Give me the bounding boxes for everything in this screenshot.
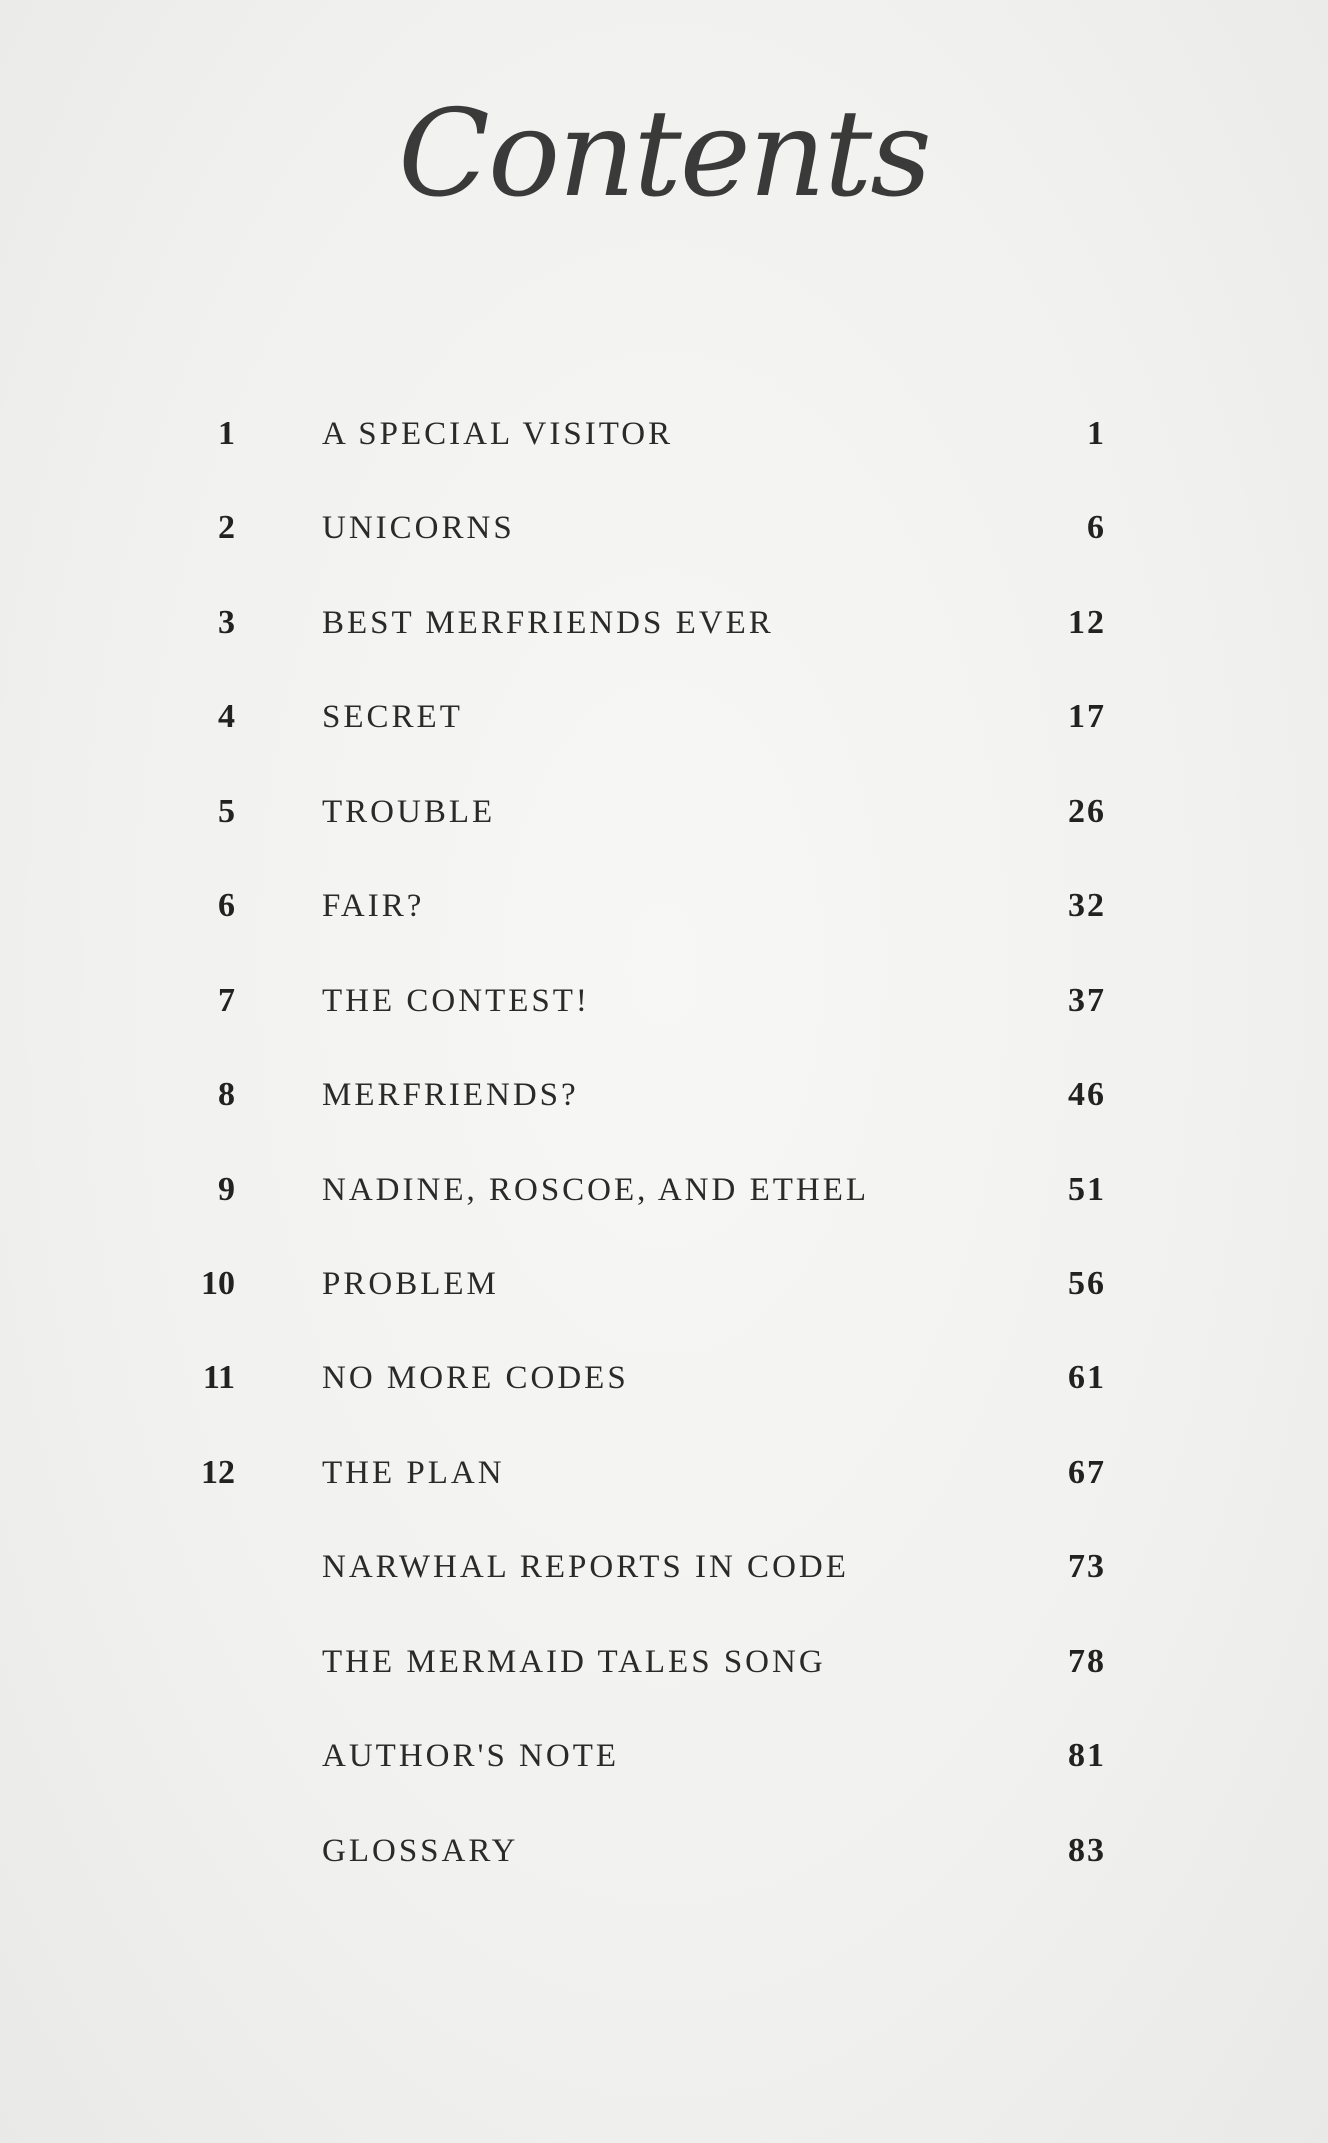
toc-entry[interactable] — [0, 1726, 1328, 1786]
chapter-number: 10 — [201, 1265, 235, 1302]
chapter-number: 9 — [218, 1171, 235, 1208]
chapter-title: THE MERMAID TALES SONG — [322, 1644, 826, 1680]
page-number: 17 — [1068, 698, 1106, 735]
chapter-number: 7 — [218, 982, 235, 1019]
toc-entry[interactable] — [0, 687, 1328, 747]
chapter-title: THE CONTEST! — [322, 983, 590, 1019]
toc-entry[interactable] — [0, 1348, 1328, 1408]
chapter-number: 12 — [201, 1454, 235, 1491]
chapter-title: UNICORNS — [322, 510, 515, 546]
page-number: 37 — [1068, 982, 1106, 1019]
chapter-number: 11 — [202, 1359, 235, 1396]
chapter-title: AUTHOR'S NOTE — [322, 1738, 620, 1774]
page-number: 26 — [1068, 793, 1106, 830]
page-number: 56 — [1068, 1265, 1106, 1302]
chapter-number: 1 — [218, 415, 235, 452]
toc-entry[interactable] — [0, 1065, 1328, 1125]
chapter-title: NARWHAL REPORTS IN CODE — [322, 1549, 849, 1585]
chapter-title: THE PLAN — [322, 1455, 505, 1491]
page-number: 46 — [1068, 1076, 1106, 1113]
page-number: 6 — [1087, 509, 1106, 546]
chapter-number: 4 — [218, 698, 235, 735]
toc-entry[interactable] — [0, 1821, 1328, 1881]
toc-entry[interactable] — [0, 404, 1328, 464]
chapter-title: PROBLEM — [322, 1266, 499, 1302]
page-number: 83 — [1068, 1832, 1106, 1869]
page-number: 61 — [1068, 1359, 1106, 1396]
toc-entry[interactable] — [0, 1160, 1328, 1220]
chapter-title: GLOSSARY — [322, 1833, 519, 1869]
toc-entry[interactable] — [0, 498, 1328, 558]
toc-entry[interactable] — [0, 1254, 1328, 1314]
chapter-title: MERFRIENDS? — [322, 1077, 579, 1113]
page-number: 32 — [1068, 887, 1106, 924]
chapter-title: A SPECIAL VISITOR — [322, 416, 674, 452]
toc-entry[interactable] — [0, 782, 1328, 842]
toc-entry[interactable] — [0, 876, 1328, 936]
chapter-title: BEST MERFRIENDS EVER — [322, 605, 774, 641]
toc-entry[interactable] — [0, 1632, 1328, 1692]
chapter-number: 6 — [218, 887, 235, 924]
chapter-title: NO MORE CODES — [322, 1360, 629, 1396]
chapter-number: 3 — [218, 604, 235, 641]
chapter-number: 5 — [218, 793, 235, 830]
page-number: 1 — [1087, 415, 1106, 452]
page-number: 81 — [1068, 1737, 1106, 1774]
toc-entry[interactable] — [0, 1537, 1328, 1597]
page-number: 51 — [1068, 1171, 1106, 1208]
chapter-title: SECRET — [322, 699, 463, 735]
page-number: 67 — [1068, 1454, 1106, 1491]
chapter-number: 2 — [218, 509, 235, 546]
page-number: 73 — [1068, 1548, 1106, 1585]
toc-entry[interactable] — [0, 971, 1328, 1031]
page-title: Contents — [398, 85, 930, 224]
page-number: 12 — [1068, 604, 1106, 641]
toc-entry[interactable] — [0, 1443, 1328, 1503]
page-number: 78 — [1068, 1643, 1106, 1680]
chapter-number: 8 — [218, 1076, 235, 1113]
chapter-title: FAIR? — [322, 888, 425, 924]
chapter-title: TROUBLE — [322, 794, 496, 830]
toc-entry[interactable] — [0, 593, 1328, 653]
chapter-title: NADINE, ROSCOE, AND ETHEL — [322, 1172, 870, 1208]
